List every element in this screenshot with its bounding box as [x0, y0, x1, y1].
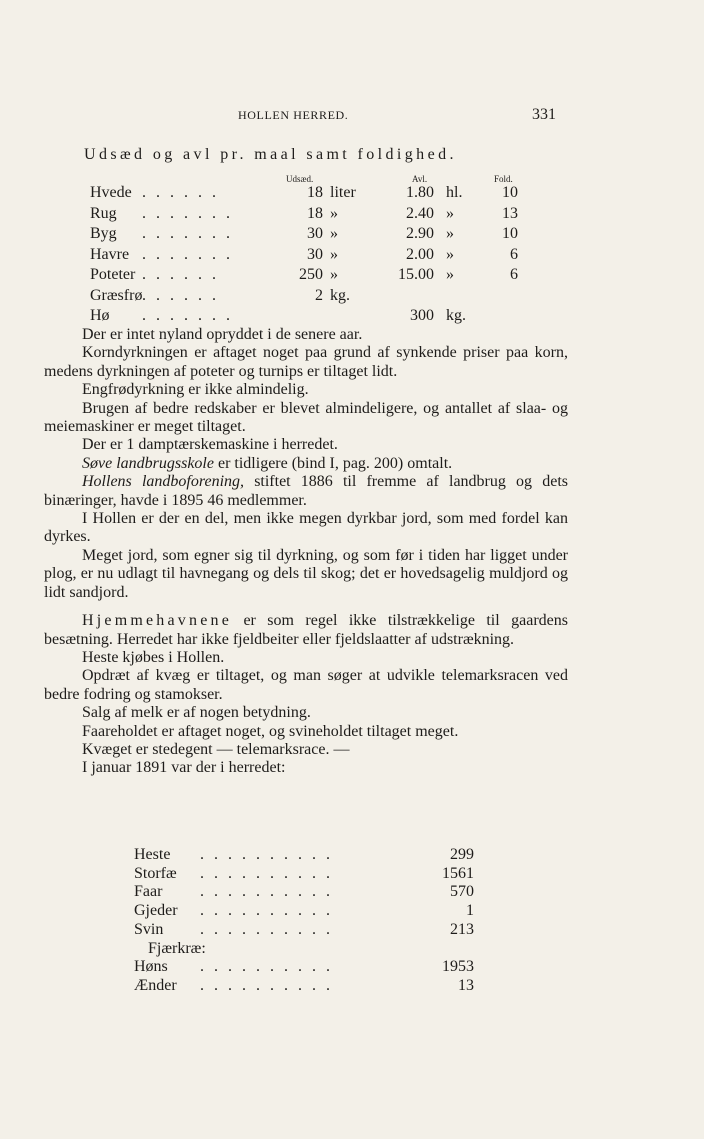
crop-name: Hø [90, 307, 110, 324]
italic-title: Søve landbrugsskole [82, 454, 214, 472]
animal-count: 1953 [442, 958, 474, 976]
yield-unit: hl. [446, 184, 463, 201]
crop-name: Græsfrø [90, 286, 143, 304]
leader-dots: . . . . . . . [142, 307, 233, 324]
leader-dots: . . . . . . . . . . [200, 883, 333, 901]
italic-title: Hollens landboforening, [82, 473, 245, 491]
paragraph-text: stiftet 1886 til fremme af landbrug og dets binæringer, havde i 1895 46 medlemmer. [44, 473, 568, 509]
paragraph: Brugen af bedre redskaber er blevet almindeligere, og antallet af slaa- og meiemaskiner er meget tiltaget. [44, 399, 568, 436]
fold-value: 10 [502, 225, 518, 242]
leader-dots: . . . . . . . . . . [200, 902, 333, 920]
body-text [44, 326, 568, 778]
animal-label: Gjeder [134, 902, 178, 920]
col-header-fold: Fold. [494, 174, 513, 184]
yield-unit: » [446, 266, 454, 283]
paragraph: Salg af melk er af nogen betydning. [82, 704, 311, 722]
fold-value: 13 [502, 204, 518, 222]
seed-unit: liter [330, 184, 356, 201]
paragraph-text: er tidligere (bind I, pag. 200) omtalt. [213, 454, 453, 472]
yield-amount: 300 [410, 307, 434, 324]
seed-amount: 30 [307, 245, 323, 263]
col-header-seed: Udsæd. [286, 174, 314, 184]
animal-count: 13 [458, 976, 474, 994]
seed-amount: 250 [299, 266, 323, 283]
animal-label: Ænder [134, 976, 177, 994]
leader-dots: . . . . . . [142, 286, 219, 304]
yield-unit: » [446, 204, 454, 222]
leader-dots: . . . . . . . [142, 204, 233, 222]
leader-dots: . . . . . . . . . . [200, 976, 333, 994]
paragraph [44, 473, 568, 510]
leader-dots: . . . . . . . . . . [200, 846, 333, 863]
seed-unit: » [330, 204, 338, 222]
leader-dots: . . . . . . [142, 184, 219, 201]
yield-amount: 2.00 [406, 245, 434, 263]
seed-unit: » [330, 225, 338, 242]
seed-unit: kg. [330, 286, 350, 304]
crop-name: Rug [90, 204, 117, 222]
animal-count: 570 [450, 883, 474, 901]
leader-dots: . . . . . . . [142, 245, 233, 263]
yield-amount: 2.40 [406, 204, 434, 222]
animal-count: 1561 [442, 864, 474, 882]
paragraph: Opdræt af kvæg er tiltaget, og man søger at udvikle telemarksracen ved bedre fodring og stamokser. [44, 667, 568, 703]
animal-label: Faar [134, 883, 163, 901]
paragraph: Meget jord, som egner sig til dyrkning, og som før i tiden har ligget under plog, er nu udlagt til havnegang og dels til skog; det er hovedsagelig muldjord og lidt sandjord. [44, 546, 568, 601]
yield-unit: kg. [446, 307, 466, 324]
leader-dots: . . . . . . . . . . [200, 864, 333, 882]
page-number: 331 [532, 106, 556, 123]
paragraph: Der er 1 damptærskemaskine i herredet. [82, 436, 338, 454]
yield-table-title: Udsæd og avl pr. maal samt foldighed. [84, 146, 457, 163]
paragraph [44, 455, 568, 473]
animal-label: Storfæ [134, 864, 177, 882]
paragraph: Heste kjøbes i Hollen. [82, 648, 225, 666]
paragraph-text: er som regel ikke tilstrækkelige til gaardens besætning. Herredet har ikke fjeldbeiter eller fjeldslaatter af udstrækning. [44, 612, 568, 648]
seed-amount: 18 [307, 204, 323, 222]
seed-unit: » [330, 245, 338, 263]
running-head: HOLLEN HERRED. [238, 108, 349, 122]
yield-amount: 1.80 [406, 184, 434, 201]
crop-name: Havre [90, 245, 130, 263]
crop-name: Byg [90, 225, 117, 242]
paragraph: Korndyrkningen er aftaget noget paa grund af synkende priser paa korn, medens dyrkningen af poteter og turnips er tiltaget lidt. [44, 344, 568, 380]
animal-count: 299 [450, 846, 474, 863]
seed-amount: 2 [315, 286, 323, 304]
fold-value: 6 [510, 266, 518, 283]
seed-amount: 30 [307, 225, 323, 242]
paragraph: Faareholdet er aftaget noget, og svineholdet tiltaget meget. [82, 722, 459, 740]
crop-name: Hvede [90, 184, 132, 201]
animal-count: 1 [466, 902, 474, 920]
yield-unit: » [446, 225, 454, 242]
poultry-heading: Fjærkræ: [148, 939, 206, 957]
leader-dots: . . . . . . . [142, 225, 233, 242]
animal-label: Svin [134, 920, 164, 938]
yield-unit: » [446, 245, 454, 263]
paragraph [44, 612, 568, 649]
yield-amount: 2.90 [406, 225, 434, 242]
animal-count: 213 [450, 920, 474, 938]
animal-label: Høns [134, 958, 168, 976]
leader-dots: . . . . . . [142, 266, 219, 283]
leader-dots: . . . . . . . . . . [200, 920, 333, 938]
seed-unit: » [330, 266, 338, 283]
spaced-term: Hjemmehavnene [82, 612, 232, 630]
yield-amount: 15.00 [398, 266, 434, 283]
paragraph: I januar 1891 var der i herredet: [82, 759, 286, 777]
fold-value: 10 [502, 184, 518, 201]
paragraph: Engfrødyrkning er ikke almindelig. [82, 381, 309, 399]
paragraph: I Hollen er der en del, men ikke megen dyrkbar jord, som med fordel kan dyrkes. [44, 510, 568, 546]
paragraph: Der er intet nyland opryddet i de senere aar. [82, 326, 363, 343]
col-header-yield: Avl. [412, 174, 428, 184]
fold-value: 6 [510, 245, 518, 263]
animal-label: Heste [134, 846, 171, 863]
crop-name: Poteter [90, 266, 136, 283]
leader-dots: . . . . . . . . . . [200, 958, 333, 976]
paragraph: Kvæget er stedegent — telemarksrace. — [82, 740, 350, 758]
seed-amount: 18 [307, 184, 323, 201]
